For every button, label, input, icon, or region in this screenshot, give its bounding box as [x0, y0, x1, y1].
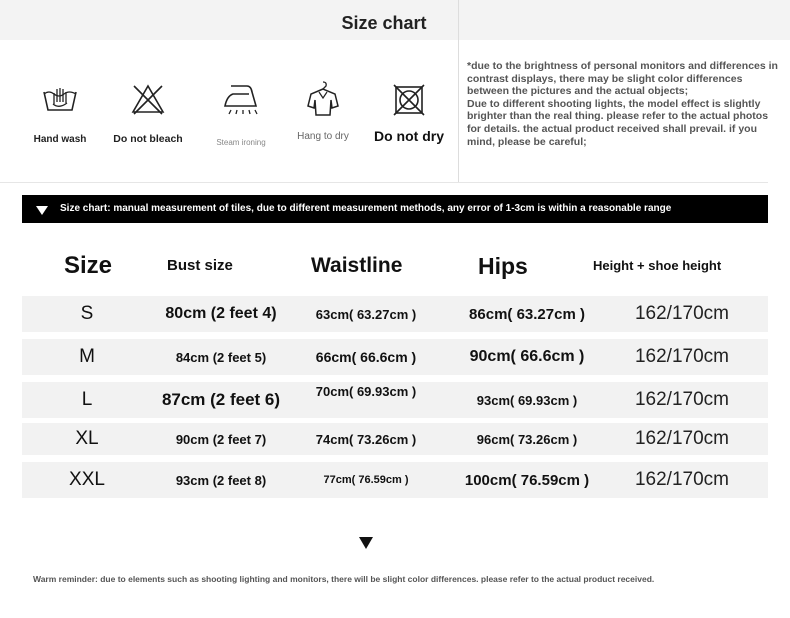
- disclaimer-paragraph-1: *due to the brightness of personal monitors and differences in contrast displays, there may be slight color differences between the pictures and the actual objects;: [467, 60, 778, 98]
- care-label-no-bleach: Do not bleach: [113, 133, 183, 145]
- cell-size: M: [79, 346, 95, 367]
- header-height: Height + shoe height: [593, 258, 722, 273]
- cell-bust: 93cm (2 feet 8): [175, 472, 267, 488]
- cell-hips: 100cm( 76.59cm ): [464, 471, 590, 489]
- steam-iron-icon: [221, 82, 261, 116]
- cell-waist: 66cm( 66.6cm ): [315, 348, 417, 365]
- title-bar: [0, 0, 790, 40]
- warm-reminder: Warm reminder: due to elements such as shooting lighting and monitors, there will be slight color differences. please refer to the actual product received.: [33, 574, 655, 584]
- cell-bust: 90cm (2 feet 7): [175, 431, 267, 447]
- header-hips: Hips: [478, 253, 528, 279]
- horizontal-divider: [0, 182, 768, 183]
- cell-height: 162/170cm: [634, 469, 729, 490]
- hang-dry-icon: [305, 78, 341, 118]
- cell-hips: 86cm( 63.27cm ): [469, 305, 585, 323]
- care-label-hand-wash: Hand wash: [33, 134, 87, 145]
- care-hang-dry: [288, 78, 358, 142]
- cell-hips: 90cm( 66.6cm ): [469, 348, 585, 365]
- care-no-dry: [366, 82, 452, 144]
- care-hand-wash: [28, 82, 92, 145]
- table-row: [22, 423, 768, 455]
- cell-waist: 74cm( 73.26cm ): [315, 431, 417, 447]
- page-title: Size chart: [341, 13, 427, 33]
- banner-text: Size chart: manual measurement of tiles, due to different measurement methods, any error of 1-3cm is within a reasonable range: [60, 203, 672, 214]
- triangle-down-icon: [359, 537, 373, 549]
- care-no-bleach: [108, 82, 188, 145]
- cell-height: 162/170cm: [634, 303, 729, 324]
- cell-size: S: [80, 303, 94, 324]
- cell-waist: 77cm( 76.59cm ): [323, 473, 409, 486]
- cell-bust: 87cm (2 feet 6): [161, 390, 281, 409]
- header-size: Size: [64, 252, 113, 279]
- cell-hips: 96cm( 73.26cm ): [476, 431, 578, 447]
- no-tumble-dry-icon: [391, 82, 427, 118]
- care-label-hang-dry: Hang to dry: [297, 131, 349, 142]
- cell-height: 162/170cm: [634, 346, 729, 367]
- table-row: [22, 382, 768, 418]
- cell-bust: 84cm (2 feet 5): [175, 349, 267, 365]
- disclaimer-note: [467, 60, 782, 148]
- care-label-steam-ironing: Steam ironing: [216, 138, 266, 147]
- triangle-down-icon: [36, 206, 48, 215]
- table-row: [22, 462, 768, 498]
- header-bust: Bust size: [167, 257, 233, 274]
- vertical-divider: [458, 0, 459, 182]
- disclaimer-paragraph-2: Due to different shooting lights, the model effect is slightly brighter than the real thing. please refer to the actual photos for details. the actual product received shall prevail. if you mind, please be careful;: [467, 97, 769, 148]
- cell-waist: 70cm( 69.93cm ): [315, 384, 417, 399]
- cell-bust: 80cm (2 feet 4): [165, 305, 277, 322]
- header-waist: Waistline: [311, 254, 403, 277]
- cell-height: 162/170cm: [634, 389, 729, 410]
- care-steam-ironing: [205, 82, 277, 147]
- no-bleach-icon: [130, 82, 166, 116]
- cell-size: L: [81, 389, 93, 410]
- cell-size: XXL: [69, 469, 105, 490]
- measurement-banner: [22, 195, 768, 223]
- cell-size: XL: [75, 428, 99, 449]
- care-label-no-dry: Do not dry: [374, 128, 444, 144]
- table-row: [22, 296, 768, 332]
- cell-height: 162/170cm: [634, 428, 729, 449]
- hand-wash-icon: [39, 82, 81, 116]
- cell-waist: 63cm( 63.27cm ): [315, 306, 417, 322]
- table-row: [22, 339, 768, 375]
- cell-hips: 93cm( 69.93cm ): [476, 392, 578, 408]
